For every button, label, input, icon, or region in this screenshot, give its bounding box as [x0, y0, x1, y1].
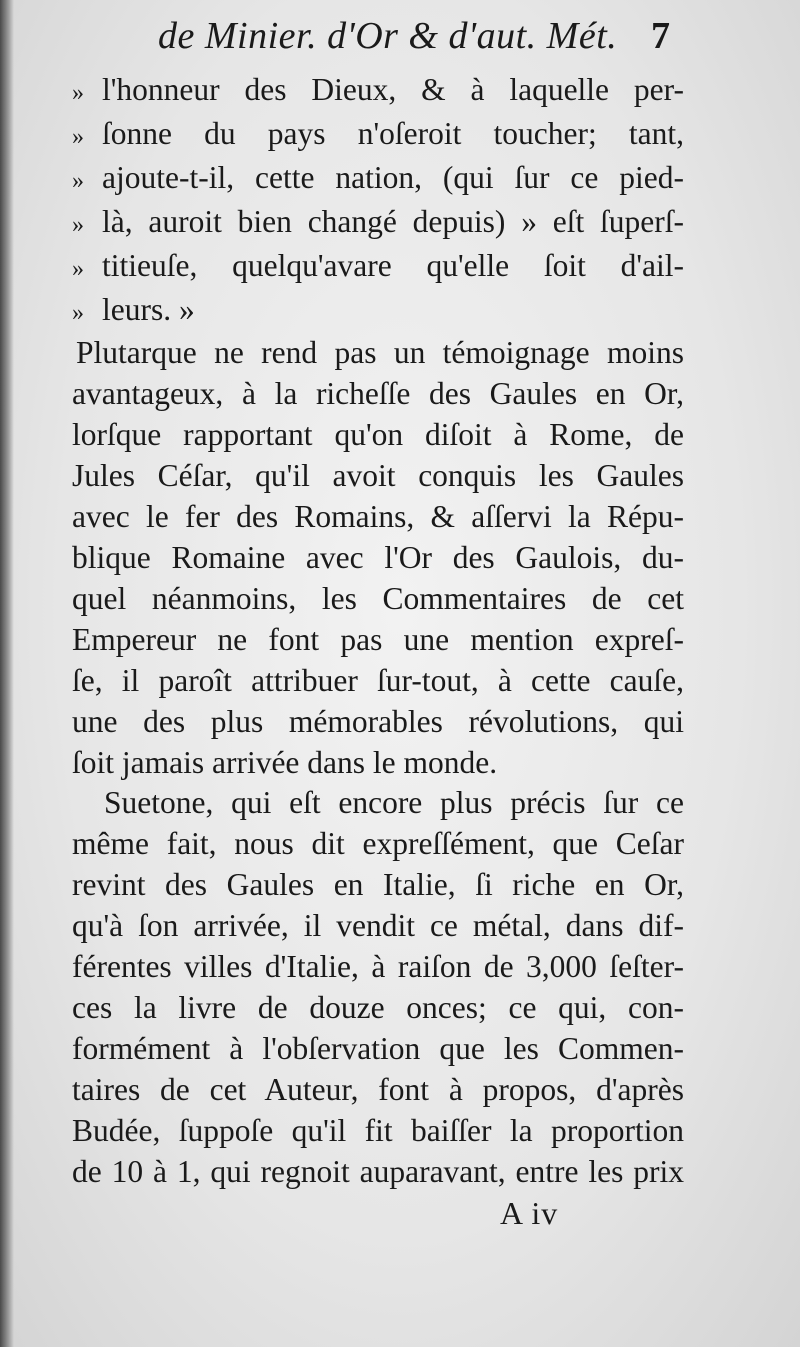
- line-text: ſoit jamais arrivée dans le monde.: [72, 744, 498, 780]
- quote-mark: »: [72, 167, 84, 194]
- text-line: [72, 783, 684, 824]
- line-text: formément à l'obſervation que les Commen-: [72, 1030, 684, 1066]
- line-text: Suetone, qui eſt encore plus précis ſur ce: [104, 785, 684, 821]
- text-line: [72, 1070, 684, 1111]
- text-line: [72, 906, 684, 947]
- text-line: [72, 497, 684, 538]
- line-text: Plutarque ne rend pas un témoignage moins: [76, 335, 684, 371]
- line-text: l'honneur des Dieux, & à laquelle per-: [102, 72, 684, 107]
- line-text: ajoute-t-il, cette nation, (qui ſur ce pied-: [102, 159, 684, 195]
- text-line: [72, 290, 684, 334]
- line-text: même fait, nous dit expreſſément, que Ceſar: [72, 826, 684, 862]
- body-text: [72, 70, 684, 1192]
- line-text: taires de cet Auteur, font à propos, d'après: [72, 1071, 684, 1107]
- quote-mark: »: [72, 299, 84, 326]
- line-text: leurs. »: [102, 291, 195, 327]
- text-line: [72, 202, 684, 246]
- text-line: [72, 947, 684, 988]
- line-text: avec le fer des Romains, & aſſervi la Répu-: [72, 499, 684, 535]
- text-line: [72, 246, 684, 290]
- text-line: [72, 333, 684, 374]
- line-text: Budée, ſuppoſe qu'il fit baiſſer la proportion: [72, 1112, 684, 1148]
- line-text: ces la livre de douze onces; ce qui, con-: [72, 989, 684, 1025]
- line-text: revint des Gaules en Italie, ſi riche en Or,: [72, 867, 684, 903]
- text-line: [72, 579, 684, 620]
- text-line: [72, 374, 684, 415]
- line-text: avantageux, à la richeſſe des Gaules en Or,: [72, 376, 684, 412]
- quote-mark: »: [72, 255, 84, 282]
- quote-mark: »: [72, 123, 84, 150]
- page-number: 7: [651, 15, 670, 57]
- text-line: [72, 456, 684, 497]
- line-text: Jules Céſar, qu'il avoit conquis les Gaules: [72, 458, 684, 494]
- line-text: quel néanmoins, les Commentaires de cet: [72, 580, 684, 616]
- running-head: de Minier. d'Or & d'aut. Mét.: [158, 15, 618, 57]
- text-line: [72, 1111, 684, 1152]
- text-line: [72, 415, 684, 456]
- line-text: ſe, il paroît attribuer ſur-tout, à cette cauſe,: [72, 662, 684, 698]
- line-text: qu'à ſon arrivée, il vendit ce métal, dans dif-: [72, 908, 684, 944]
- page-header: [150, 12, 670, 62]
- quote-mark: »: [72, 211, 84, 238]
- line-text: Empereur ne font pas une mention expreſ-: [72, 621, 684, 657]
- line-text: de 10 à 1, qui regnoit auparavant, entre les prix: [72, 1153, 684, 1189]
- line-text: une des plus mémorables révolutions, qui: [72, 703, 684, 739]
- binding-gutter: [0, 0, 14, 1347]
- line-text: ſonne du pays n'oſeroit toucher; tant,: [102, 115, 684, 151]
- text-line: [72, 702, 684, 743]
- text-line: [72, 114, 684, 158]
- text-line: [72, 158, 684, 202]
- text-line: [72, 988, 684, 1029]
- quote-mark: »: [72, 80, 84, 106]
- line-text: là, auroit bien changé depuis) » eſt ſuperſ-: [102, 203, 684, 239]
- line-text: titieuſe, quelqu'avare qu'elle ſoit d'ail-: [102, 247, 684, 283]
- signature-mark: A iv: [500, 1195, 559, 1231]
- text-line: [72, 620, 684, 661]
- text-line: [72, 743, 684, 784]
- text-line: [72, 70, 684, 114]
- line-text: férentes villes d'Italie, à raiſon de 3,000 ſeſter-: [72, 949, 684, 985]
- text-line: [72, 1152, 684, 1193]
- text-line: [72, 1029, 684, 1070]
- text-line: [72, 824, 684, 865]
- text-line: [72, 661, 684, 702]
- text-line: [72, 538, 684, 579]
- line-text: blique Romaine avec l'Or des Gaulois, du-: [72, 539, 684, 575]
- text-line: [72, 865, 684, 906]
- line-text: lorſque rapportant qu'on diſoit à Rome, de: [72, 417, 684, 453]
